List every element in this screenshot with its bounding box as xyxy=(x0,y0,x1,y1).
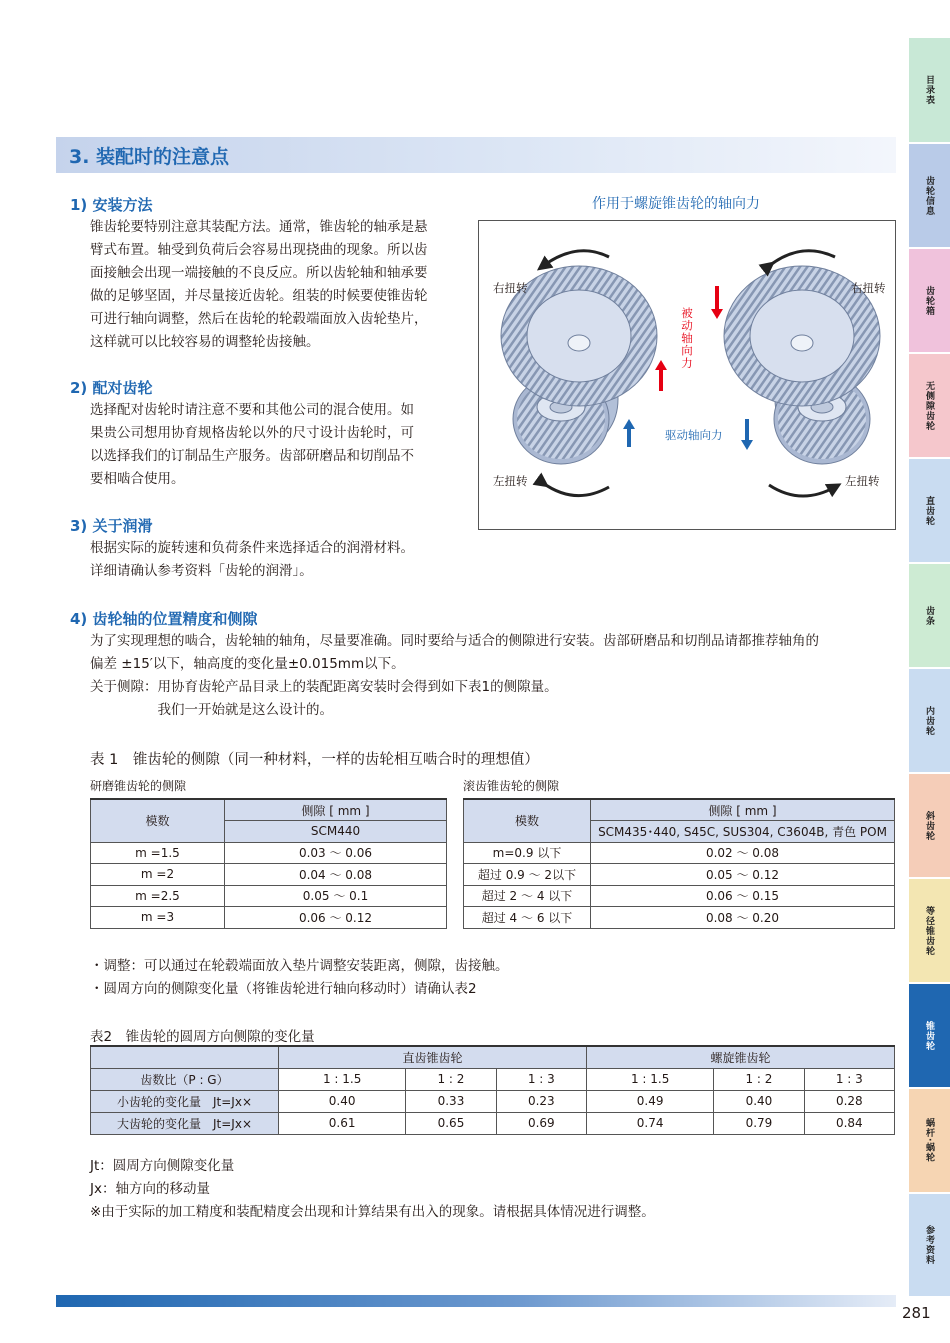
tab-gear-info[interactable]: 齿轮信息 xyxy=(909,144,950,247)
text-line: 面接触会出现一端接触的不良反应。所以齿轮轴和轴承要 xyxy=(90,265,428,281)
tab-miter-gear[interactable]: 等径锥齿轮 xyxy=(909,879,950,982)
table-row: 大齿轮的变化量 Jt=Jx× 0.61 0.65 0.69 0.74 0.79 0.84 xyxy=(91,1112,895,1134)
col-module: 模数 xyxy=(464,799,591,842)
col-backlash: 侧隙 [ mm ] xyxy=(591,799,895,821)
text-line: 偏差 ±15′以下，轴高度的变化量±0.015mm以下。 xyxy=(90,656,405,672)
figure-title: 作用于螺旋锥齿轮的轴向力 xyxy=(592,196,760,212)
label-left-turn-left: 左扭转 xyxy=(493,474,528,488)
table-row: 超过 0.9 ～ 2以下 0.05 ～ 0.12 xyxy=(464,864,895,886)
text-line: 臂式布置。轴受到负荷后会容易出现挠曲的现象。所以齿 xyxy=(90,242,428,258)
label-left-turn-right: 左扭转 xyxy=(845,474,880,488)
label-right-turn-right: 右扭转 xyxy=(851,281,886,295)
paragraph-mating-gears xyxy=(90,399,414,491)
tab-bevel-gear[interactable]: 锥齿轮 xyxy=(909,984,950,1087)
note-line: Jx：轴方向的移动量 xyxy=(90,1181,210,1197)
note-line: ・圆周方向的侧隙变化量（将锥齿轮进行轴向移动时）请确认表2 xyxy=(90,981,477,997)
adjustment-notes xyxy=(90,955,509,1001)
row-ratio-label: 齿数比（P : G） xyxy=(91,1068,279,1090)
row-small-label: 小齿轮的变化量 Jt=Jx× xyxy=(91,1090,279,1112)
table-row: m =2 0.04 ～ 0.08 xyxy=(91,864,447,886)
gear-diagram xyxy=(479,221,897,531)
col-material: SCM440 xyxy=(225,821,447,843)
text-line: 果贵公司想用协育规格齿轮以外的尺寸设计齿轮时，可 xyxy=(90,425,414,441)
note-line: ・调整：可以通过在轮毂端面放入垫片调整安装距离，侧隙，齿接触。 xyxy=(90,958,509,974)
col-module: 模数 xyxy=(91,799,225,842)
note-line: ※由于实际的加工精度和装配精度会出现和计算结果有出入的现象。请根据具体情况进行调整。 xyxy=(90,1204,655,1220)
heading-lubrication: 3) 关于润滑 xyxy=(70,517,153,535)
table-row: m=0.9 以下 0.02 ～ 0.08 xyxy=(464,842,895,864)
hobbed-backlash-table xyxy=(463,798,895,929)
page-number: 281 xyxy=(902,1304,931,1322)
note-line: Jt：圆周方向侧隙变化量 xyxy=(90,1158,235,1174)
tab-backlash-free-gear[interactable]: 无侧隙齿轮 xyxy=(909,354,950,457)
text-line: 做的足够坚固，并尽量接近齿轮。组装的时候要使锥齿轮 xyxy=(90,288,428,304)
table-row: 齿数比（P : G） 1 : 1.5 1 : 2 1 : 3 1 : 1.5 1 : 2 1 : 3 xyxy=(91,1068,895,1090)
left-gear-pair xyxy=(501,266,657,464)
tab-worm-gear[interactable]: 蜗杆·蜗轮 xyxy=(909,1089,950,1192)
heading-position-accuracy: 4) 齿轮轴的位置精度和侧隙 xyxy=(70,610,258,628)
rotation-arrow-bottom-right xyxy=(769,485,835,496)
rotation-arrow-top-right xyxy=(769,251,835,266)
rotation-arrow-top-left xyxy=(543,251,609,266)
section-title: 3. 装配时的注意点 xyxy=(69,146,230,168)
tab-gearbox[interactable]: 齿轮箱 xyxy=(909,249,950,352)
text-line: 为了实现理想的啮合，齿轮轴的轴角，尽量要准确。同时要给与适合的侧隙进行安装。齿部研磨品和切削品请都推荐轴角的 xyxy=(90,633,819,649)
table-row: m =2.5 0.05 ～ 0.1 xyxy=(91,885,447,907)
text-line: 根据实际的旋转速和负荷条件来选择适合的润滑材料。 xyxy=(90,540,414,556)
table-row: 超过 2 ～ 4 以下 0.06 ～ 0.15 xyxy=(464,885,895,907)
text-line: 详细请确认参考资料「齿轮的润滑」。 xyxy=(90,563,313,579)
text-line: 关于侧隙：用协育齿轮产品目录上的装配距离安装时会得到如下表1的侧隙量。 xyxy=(90,679,558,695)
table-row: m =1.5 0.03 ～ 0.06 xyxy=(91,842,447,864)
col-material: SCM435･440, S45C, SUS304, C3604B, 青色 POM xyxy=(591,821,895,843)
group-spiral-bevel: 螺旋锥齿轮 xyxy=(586,1046,894,1068)
axial-force-figure xyxy=(478,220,896,530)
table2-caption: 表2 锥齿轮的圆周方向侧隙的变化量 xyxy=(90,1029,315,1045)
table-row: m =3 0.06 ～ 0.12 xyxy=(91,907,447,929)
group-straight-bevel: 直齿锥齿轮 xyxy=(279,1046,587,1068)
table-row: 超过 4 ～ 6 以下 0.08 ～ 0.20 xyxy=(464,907,895,929)
paragraph-position-accuracy xyxy=(90,630,819,722)
text-line: 这样就可以比较容易的调整轮齿接触。 xyxy=(90,334,320,350)
footer-bar xyxy=(56,1295,896,1307)
paragraph-installation xyxy=(90,216,428,354)
tab-internal-gear[interactable]: 内齿轮 xyxy=(909,669,950,772)
text-line: 以选择我们的订制品生产服务。齿部研磨品和切削品不 xyxy=(90,448,414,464)
heading-mating-gears: 2) 配对齿轮 xyxy=(70,379,153,397)
symbol-notes xyxy=(90,1155,655,1224)
table-row: 小齿轮的变化量 Jt=Jx× 0.40 0.33 0.23 0.49 0.40 0.28 xyxy=(91,1090,895,1112)
row-large-label: 大齿轮的变化量 Jt=Jx× xyxy=(91,1112,279,1134)
rotation-arrow-bottom-left xyxy=(543,483,609,496)
text-line: 锥齿轮要特别注意其装配方法。通常，锥齿轮的轴承是悬 xyxy=(90,219,428,235)
label-drive-axial-force: 驱动轴向力 xyxy=(665,428,723,442)
table1-caption: 表 1 锥齿轮的侧隙（同一种材料，一样的齿轮相互啮合时的理想值） xyxy=(90,752,539,768)
tab-reference[interactable]: 参考资料 xyxy=(909,1194,950,1296)
heading-installation: 1) 安装方法 xyxy=(70,196,153,214)
table1-ground-subtitle: 研磨锥齿轮的侧隙 xyxy=(90,779,187,793)
text-line: 要相啮合使用。 xyxy=(90,471,185,487)
col-backlash: 侧隙 [ mm ] xyxy=(225,799,447,821)
text-line: 可进行轴向调整，然后在齿轮的轮毂端面放入齿轮垫片， xyxy=(90,311,428,327)
tab-spur-gear[interactable]: 直齿轮 xyxy=(909,459,950,562)
text-line: 我们一开始就是这么设计的。 xyxy=(90,702,333,718)
table1-hobbed-subtitle: 滚齿锥齿轮的侧隙 xyxy=(463,779,560,793)
tab-helical-gear[interactable]: 斜齿轮 xyxy=(909,774,950,877)
circumferential-backlash-table xyxy=(90,1045,895,1135)
tab-rack[interactable]: 齿条 xyxy=(909,564,950,667)
ground-backlash-table xyxy=(90,798,447,929)
section-header xyxy=(56,137,896,173)
label-right-turn-left: 右扭转 xyxy=(493,281,528,295)
tab-catalog-index[interactable]: 目录表 xyxy=(909,38,950,142)
paragraph-lubrication xyxy=(90,537,414,583)
text-line: 选择配对齿轮时请注意不要和其他公司的混合使用。如 xyxy=(90,402,414,418)
label-driven-axial-force: 被动轴向力 xyxy=(680,307,694,370)
